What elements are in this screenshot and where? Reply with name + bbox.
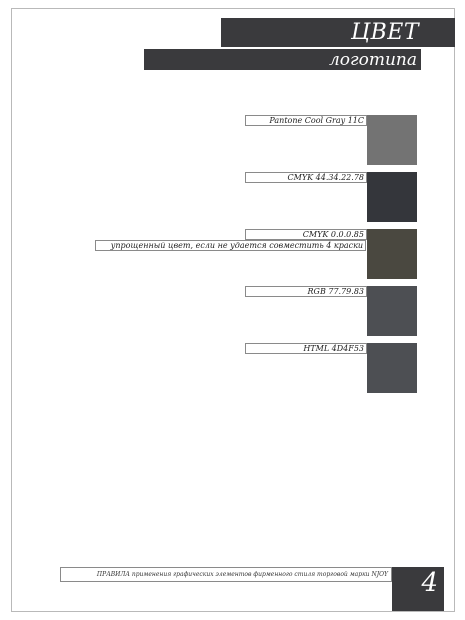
- page-title: ЦВЕТ: [350, 20, 419, 45]
- subtitle-banner: [144, 49, 421, 70]
- color-swatch: [367, 172, 417, 222]
- swatch-label-box: [245, 172, 367, 183]
- swatch-label-box: [245, 286, 367, 297]
- color-swatch: [367, 343, 417, 393]
- page-subtitle: логотипа: [328, 50, 417, 70]
- color-swatch: [367, 115, 417, 165]
- swatch-label-box: [245, 343, 367, 354]
- title-banner: [221, 18, 455, 47]
- swatch-label-box: [245, 229, 367, 240]
- page-number: 4: [421, 568, 438, 598]
- swatch-label: RGB 77.79.83: [307, 287, 364, 296]
- swatch-note-box: [95, 240, 366, 251]
- footer-bar: [60, 567, 392, 582]
- swatch-label: HTML 4D4F53: [303, 344, 364, 353]
- color-swatch: [367, 229, 417, 279]
- color-swatch: [367, 286, 417, 336]
- footer-text: ПРАВИЛА применения графических элементов фирменного стиля торговой марки NJOY: [96, 571, 388, 578]
- swatch-label: CMYK 0.0.0.85: [302, 230, 364, 239]
- swatch-label: CMYK 44.34.22.78: [287, 173, 364, 182]
- swatch-label-box: [245, 115, 367, 126]
- swatch-note: упрощенный цвет, если не удается совместить 4 краски: [110, 241, 363, 250]
- swatch-label: Pantone Cool Gray 11C: [269, 116, 364, 125]
- page-number-block: [392, 567, 444, 611]
